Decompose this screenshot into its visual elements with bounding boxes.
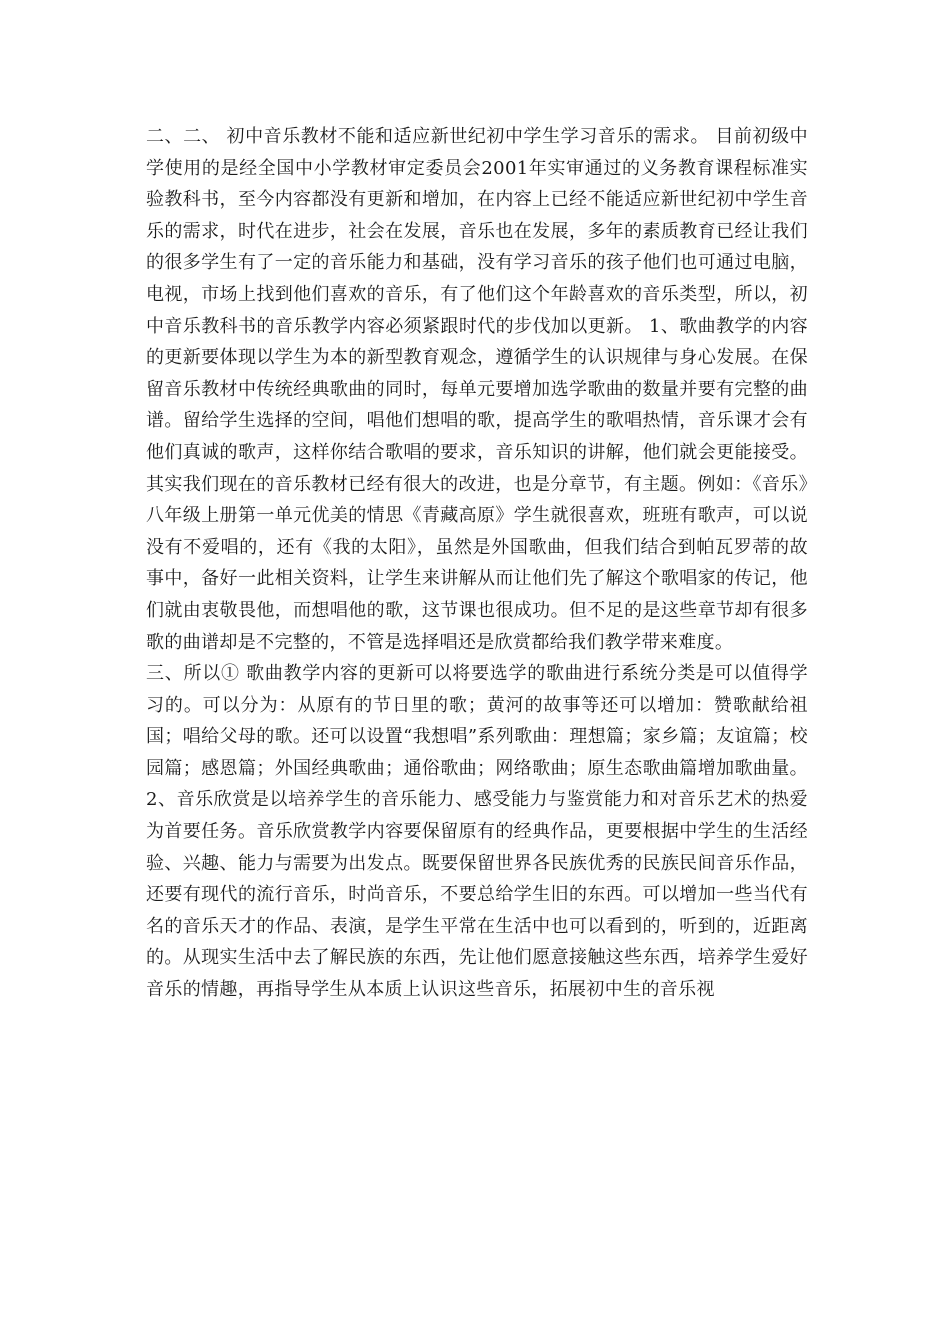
document-page xyxy=(146,121,808,1006)
paragraph-section-two: 二、二、 初中音乐教材不能和适应新世纪初中学生学习音乐的需求。 目前初级中学使用的是经全国中小学教材审定委员会2001年实审通过的义务教育课程标准实验教科书，至今内容都没有更新和增加，在内容上已经不能适应新世纪初中学生音乐的需求，时代在进步，社会在发展，音乐也在发展，多年的素质教育已经让我们的很多学生有了一定的音乐能力和基础，没有学习音乐的孩子他们也可通过电脑，电视，市场上找到他们喜欢的音乐，有了他们这个年龄喜欢的音乐类型，所以，初中音乐教科书的音乐教学内容必须紧跟时代的步伐加以更新。 1、歌曲教学的内容的更新要体现以学生为本的新型教育观念，遵循学生的认识规律与身心发展。在保留音乐教材中传统经典歌曲的同时，每单元要增加选学歌曲的数量并要有完整的曲谱。留给学生选择的空间，唱他们想唱的歌，提高学生的歌唱热情，音乐课才会有他们真诚的歌声，这样你结合歌唱的要求，音乐知识的讲解，他们就会更能接受。其实我们现在的音乐教材已经有很大的改进，也是分章节，有主题。例如：《音乐》八年级上册第一单元优美的情思《青藏高原》学生就很喜欢，班班有歌声，可以说没有不爱唱的，还有《我的太阳》，虽然是外国歌曲，但我们结合到帕瓦罗蒂的故事中，备好一此相关资料，让学生来讲解从而让他们先了解这个歌唱家的传记，他们就由衷敬畏他，而想唱他的歌，这节课也很成功。但不足的是这些章节却有很多歌的曲谱却是不完整的，不管是选择唱还是欣赏都给我们教学带来难度。 xyxy=(146,126,808,653)
paragraph-section-three: 三、所以① 歌曲教学内容的更新可以将要选学的歌曲进行系统分类是可以值得学习的。可以分为：从原有的节日里的歌；黄河的故事等还可以增加：赞歌献给祖国；唱给父母的歌。还可以设置“我想唱”系列歌曲：理想篇；家乡篇；友谊篇；校园篇；感恩篇；外国经典歌曲；通俗歌曲；网络歌曲；原生态歌曲篇增加歌曲量。 2、音乐欣赏是以培养学生的音乐能力、感受能力与鉴赏能力和对音乐艺术的热爱为首要任务。音乐欣赏教学内容要保留原有的经典作品，更要根据中学生的生活经验、兴趣、能力与需要为出发点。既要保留世界各民族优秀的民族民间音乐作品，还要有现代的流行音乐，时尚音乐，不要总给学生旧的东西。可以增加一些当代有名的音乐天才的作品、表演，是学生平常在生活中也可以看到的，听到的，近距离的。从现实生活中去了解民族的东西，先让他们愿意接触这些东西，培养学生爱好音乐的情趣，再指导学生从本质上认识这些音乐，拓展初中生的音乐视 xyxy=(146,663,808,1001)
